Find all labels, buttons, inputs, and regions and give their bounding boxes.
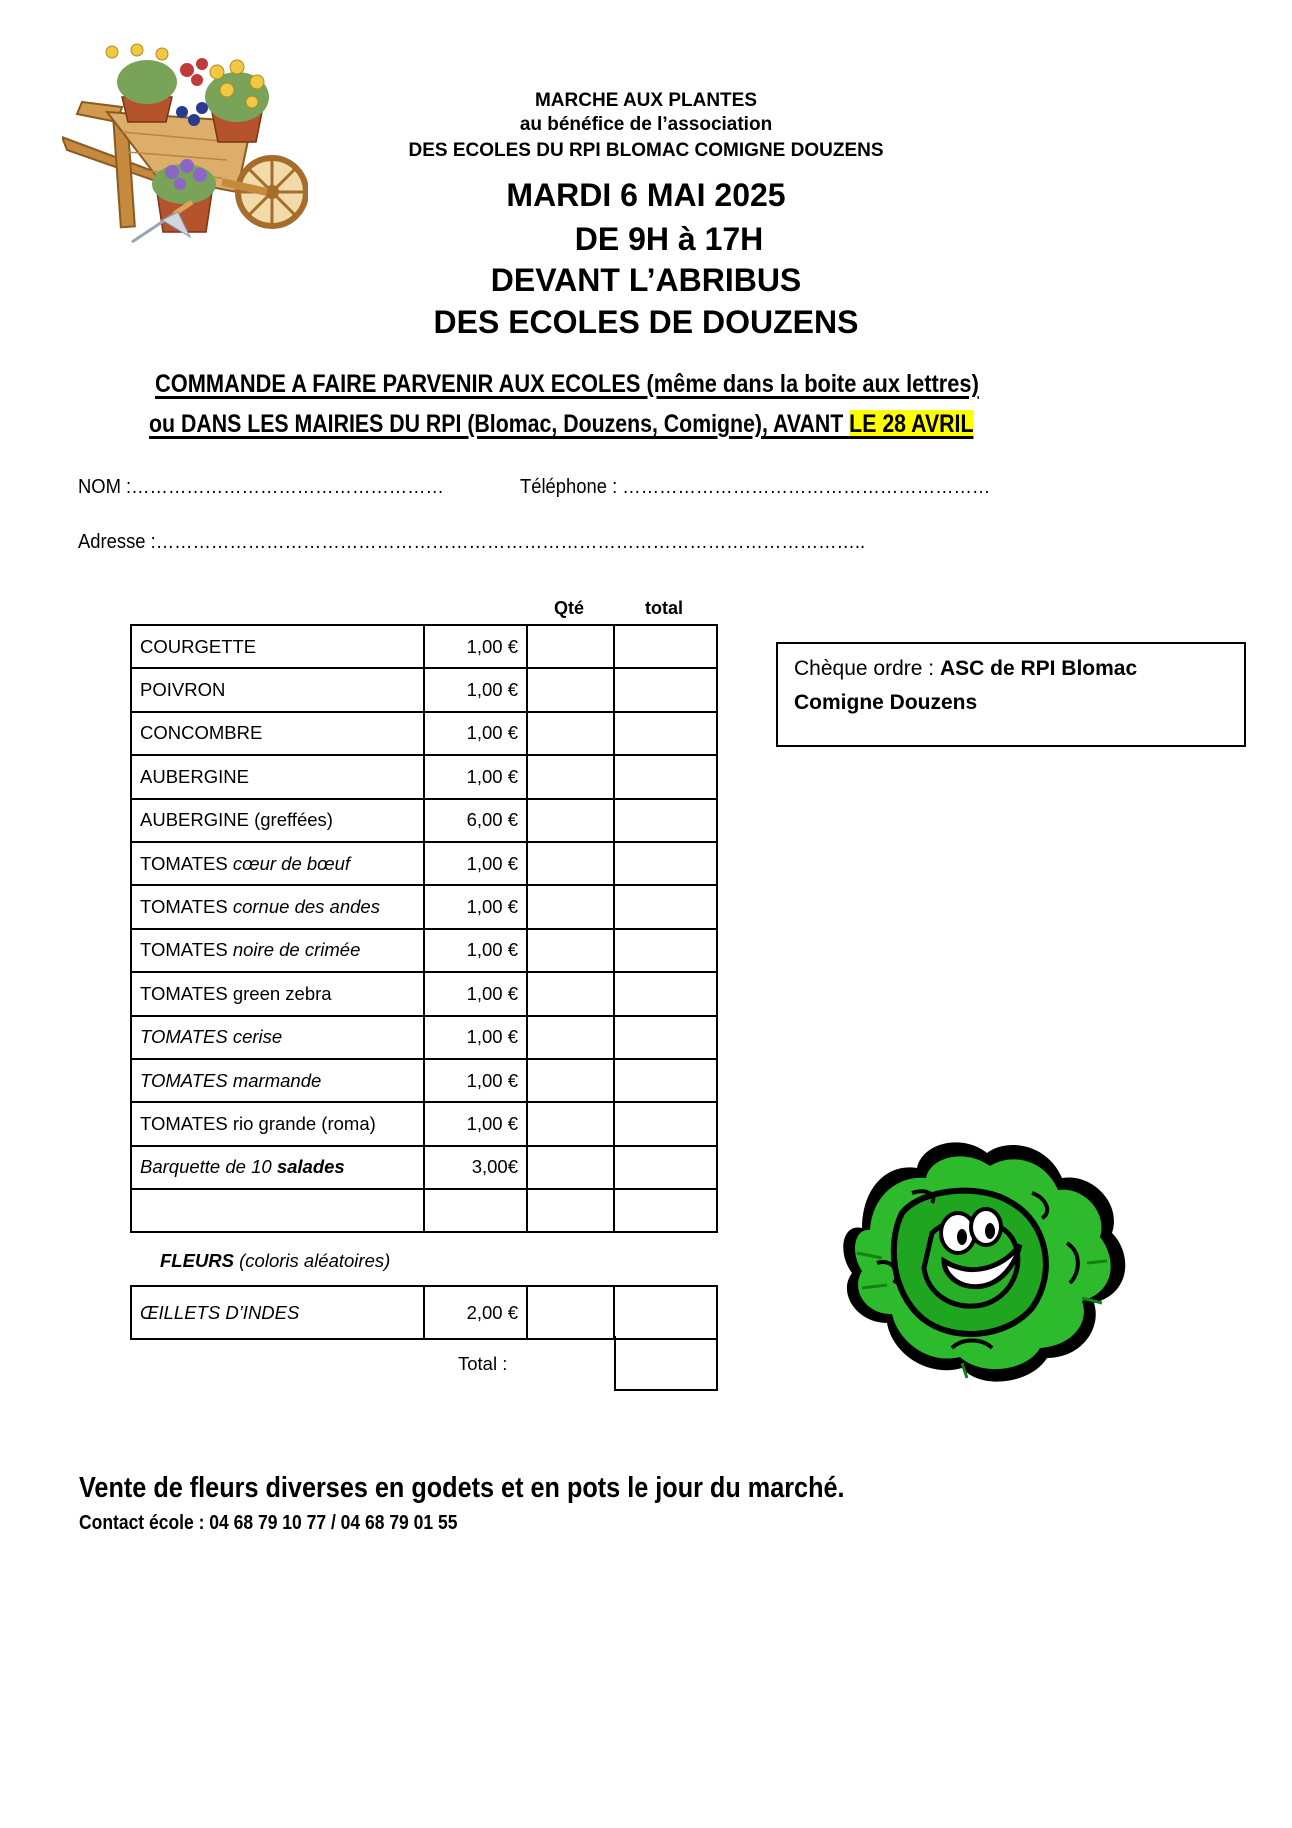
product-name <box>131 668 424 711</box>
nom-field[interactable] <box>78 477 444 497</box>
product-name <box>131 929 424 972</box>
product-variety: cornue des andes <box>232 896 380 918</box>
total-cell[interactable] <box>614 1189 717 1232</box>
product-name-text: TOMATES <box>140 896 233 918</box>
header-schools: DES ECOLES DU RPI BLOMAC COMIGNE DOUZENS <box>408 140 884 161</box>
product-name-text: AUBERGINE (greffées) <box>140 809 333 831</box>
product-price: 3,00€ <box>424 1146 527 1189</box>
product-variety: noire de crimée <box>232 939 361 961</box>
grand-total-label: Total : <box>458 1353 508 1374</box>
product-variety: Barquette de 10 <box>140 1156 277 1178</box>
product-price: 1,00 € <box>424 755 527 798</box>
table-row <box>131 885 717 928</box>
total-cell[interactable] <box>614 799 717 842</box>
quantity-cell[interactable] <box>527 1146 614 1189</box>
product-price: 1,00 € <box>424 712 527 755</box>
nom-dots[interactable]: …………………………………………… <box>131 476 444 498</box>
adresse-field[interactable] <box>78 532 865 552</box>
table-row <box>131 972 717 1015</box>
quantity-cell[interactable] <box>527 712 614 755</box>
product-name <box>131 755 424 798</box>
product-name <box>131 625 424 668</box>
flowers-label-bold: FLEURS <box>160 1250 234 1271</box>
product-name <box>131 799 424 842</box>
product-price: 1,00 € <box>424 1016 527 1059</box>
product-price: 6,00 € <box>424 799 527 842</box>
product-name <box>131 972 424 1015</box>
footer-announcement: Vente de fleurs diverses en godets et en pots le jour du marché. <box>79 1472 845 1504</box>
table-row <box>131 1286 717 1339</box>
grand-total-cell[interactable] <box>614 1336 718 1391</box>
total-cell[interactable] <box>614 929 717 972</box>
column-header-qty: Qté <box>554 598 585 618</box>
product-name-text: AUBERGINE <box>140 765 249 787</box>
product-price: 1,00 € <box>424 842 527 885</box>
cheque-payee: ASC de RPI Blomac Comigne Douzens <box>794 657 1138 714</box>
cheque-info-box <box>776 642 1246 747</box>
table-row <box>131 755 717 798</box>
flowers-label-rest: (coloris aléatoires) <box>234 1250 391 1271</box>
product-name <box>131 712 424 755</box>
product-name <box>131 885 424 928</box>
product-name-text: CONCOMBRE <box>140 722 263 744</box>
product-price: 1,00 € <box>424 668 527 711</box>
total-cell[interactable] <box>614 625 717 668</box>
total-cell[interactable] <box>614 1102 717 1145</box>
product-variety: TOMATES cerise <box>140 1026 283 1048</box>
column-header-total: total <box>645 598 683 618</box>
total-cell[interactable] <box>614 1146 717 1189</box>
flowers-section-label <box>160 1250 390 1272</box>
table-row <box>131 712 717 755</box>
table-row <box>131 929 717 972</box>
product-name <box>131 1102 424 1145</box>
total-cell[interactable] <box>614 1059 717 1102</box>
total-cell[interactable] <box>614 755 717 798</box>
quantity-cell[interactable] <box>527 1189 614 1232</box>
table-row <box>131 1102 717 1145</box>
total-cell[interactable] <box>614 972 717 1015</box>
product-name-text: POIVRON <box>140 679 226 701</box>
header-subtitle: au bénéfice de l’association <box>519 114 773 135</box>
product-name-text: TOMATES green zebra <box>140 982 332 1004</box>
quantity-cell[interactable] <box>527 842 614 885</box>
product-price: 1,00 € <box>424 1102 527 1145</box>
table-row <box>131 799 717 842</box>
order-notice-line1 <box>155 372 979 397</box>
deadline-highlight: LE 28 AVRIL <box>849 410 974 438</box>
quantity-cell[interactable] <box>527 799 614 842</box>
product-name <box>131 1146 424 1189</box>
quantity-cell[interactable] <box>527 929 614 972</box>
total-cell[interactable] <box>614 1016 717 1059</box>
lettuce-mascot-icon <box>832 1133 1138 1391</box>
quantity-cell[interactable] <box>527 1059 614 1102</box>
product-price: 1,00 € <box>424 972 527 1015</box>
quantity-cell[interactable] <box>527 1016 614 1059</box>
order-notice-line2 <box>149 412 973 437</box>
header-title: MARCHE AUX PLANTES <box>534 90 758 111</box>
cheque-label: Chèque ordre : <box>794 657 940 680</box>
total-cell[interactable] <box>614 712 717 755</box>
telephone-dots[interactable]: …………………………………………………… <box>622 476 991 498</box>
total-cell[interactable] <box>614 842 717 885</box>
event-date: MARDI 6 MAI 2025 <box>506 177 786 213</box>
table-row <box>131 1146 717 1189</box>
product-price: 1,00 € <box>424 885 527 928</box>
telephone-field[interactable] <box>520 477 990 497</box>
quantity-cell[interactable] <box>527 1286 614 1339</box>
table-row <box>131 1016 717 1059</box>
flowers-table <box>130 1285 718 1340</box>
telephone-label: Téléphone : <box>520 476 618 498</box>
footer-contact: Contact école : 04 68 79 10 77 / 04 68 79 01 55 <box>79 1512 458 1534</box>
order-table <box>130 624 718 1233</box>
total-cell[interactable] <box>614 668 717 711</box>
product-variety: TOMATES marmande <box>140 1069 322 1091</box>
adresse-dots[interactable]: …………………………………………………………………………………………………….. <box>155 531 866 553</box>
product-name: ŒILLETS D’INDES <box>131 1286 424 1339</box>
total-cell[interactable] <box>614 1286 717 1339</box>
product-price <box>424 1189 527 1232</box>
event-place-line2: DES ECOLES DE DOUZENS <box>433 304 859 340</box>
product-price: 1,00 € <box>424 1059 527 1102</box>
table-row <box>131 842 717 885</box>
product-variety: cœur de bœuf <box>232 852 351 874</box>
product-price: 1,00 € <box>424 929 527 972</box>
nom-label: NOM : <box>78 476 132 498</box>
product-name <box>131 842 424 885</box>
adresse-label: Adresse : <box>78 531 156 553</box>
product-price: 2,00 € <box>424 1286 527 1339</box>
table-row <box>131 668 717 711</box>
event-place-line1: DEVANT L’ABRIBUS <box>490 262 802 298</box>
product-emphasis: salades <box>276 1156 345 1178</box>
product-name-text: COURGETTE <box>140 635 257 657</box>
product-name <box>131 1189 424 1232</box>
quantity-cell[interactable] <box>527 972 614 1015</box>
quantity-cell[interactable] <box>527 668 614 711</box>
product-name-text: TOMATES <box>140 939 233 961</box>
table-row <box>131 1059 717 1102</box>
product-name-text: TOMATES rio grande (roma) <box>140 1112 376 1134</box>
quantity-cell[interactable] <box>527 885 614 928</box>
table-row <box>131 625 717 668</box>
order-notice-line1-text: COMMANDE A FAIRE PARVENIR AUX ECOLES (même dans la boite aux lettres) <box>155 370 979 398</box>
quantity-cell[interactable] <box>527 755 614 798</box>
total-cell[interactable] <box>614 885 717 928</box>
product-name <box>131 1016 424 1059</box>
product-name <box>131 1059 424 1102</box>
quantity-cell[interactable] <box>527 625 614 668</box>
order-notice-line2-text: ou DANS LES MAIRIES DU RPI (Blomac, Douzens, Comigne), AVANT <box>149 410 850 438</box>
event-hours: DE 9H à 17H <box>574 221 764 257</box>
quantity-cell[interactable] <box>527 1102 614 1145</box>
product-name-text: TOMATES <box>140 852 233 874</box>
product-price: 1,00 € <box>424 625 527 668</box>
table-row <box>131 1189 717 1232</box>
